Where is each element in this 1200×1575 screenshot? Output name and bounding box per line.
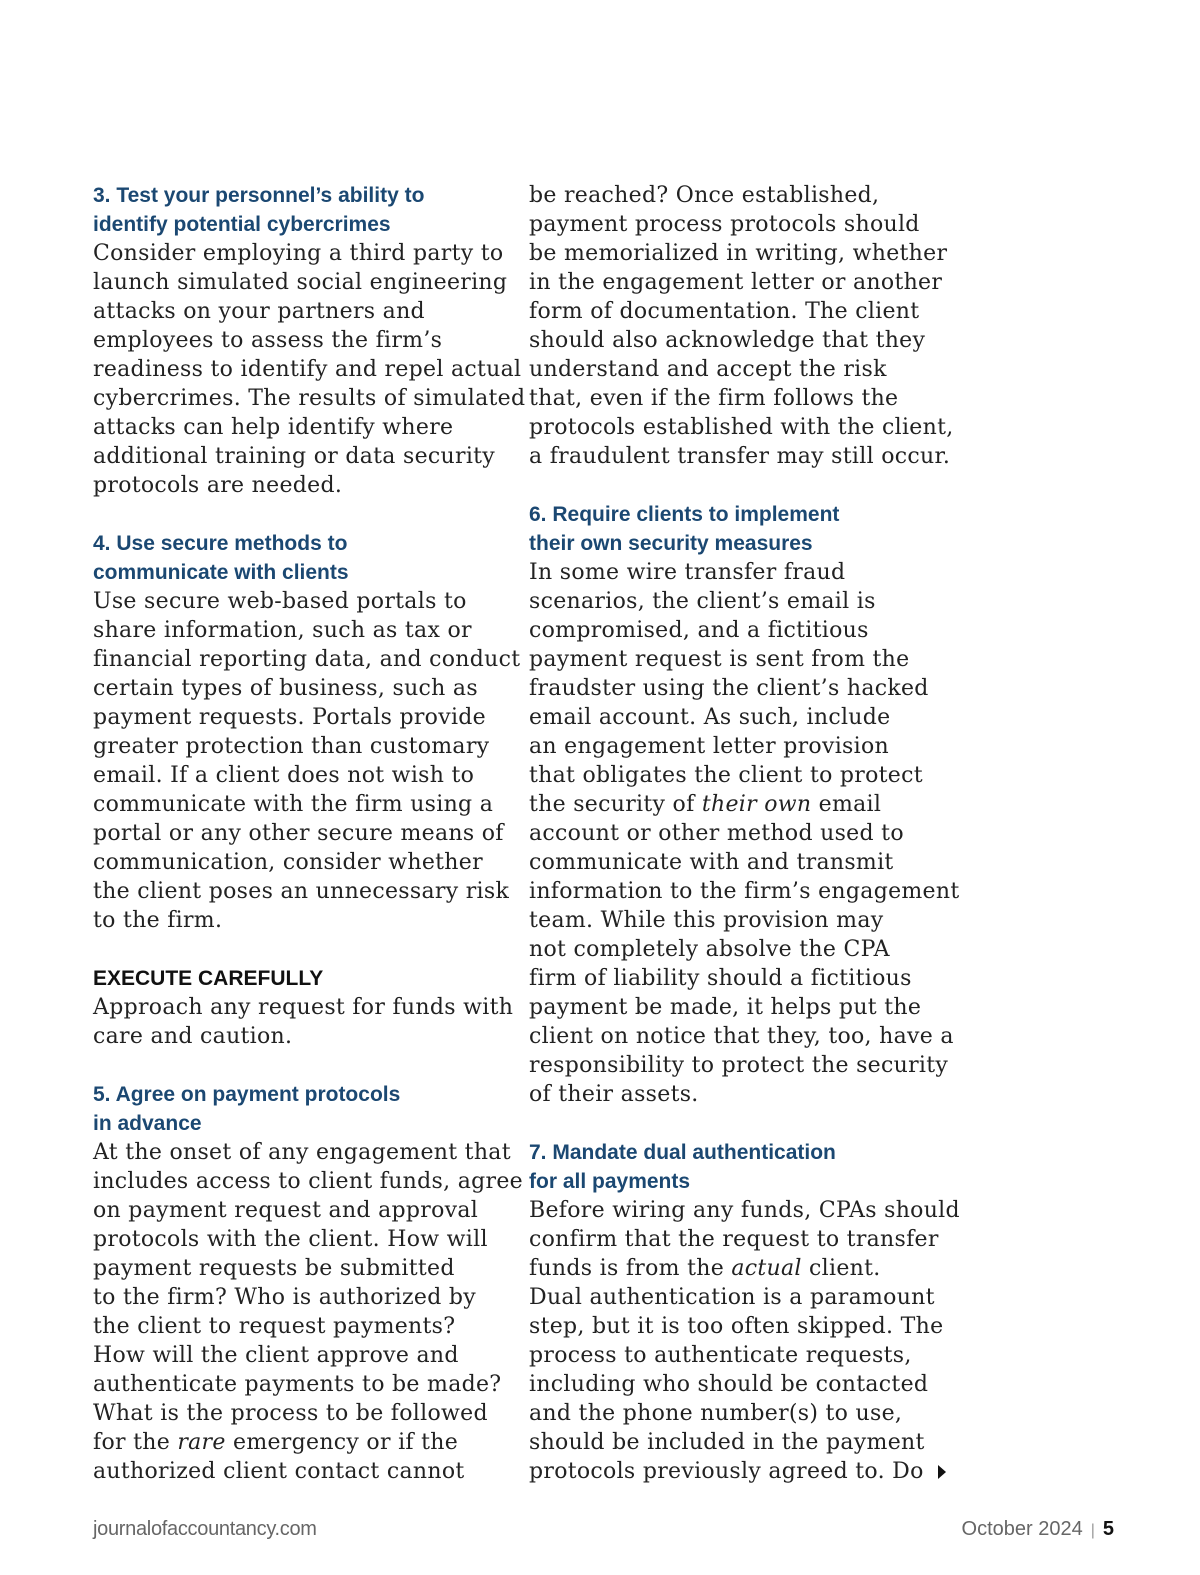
body-line: protocols previously agreed to. Do [529, 1459, 924, 1484]
body-line-actual [529, 1254, 944, 1283]
body-line: team. While this provision may [529, 908, 884, 933]
body-line: authenticate payments to be made? [93, 1372, 502, 1397]
body-line: confirm that the request to transfer [529, 1227, 939, 1252]
body-line: email account. As such, include [529, 705, 891, 730]
body-line: email. If a client does not wish to [93, 763, 475, 788]
own-post: email [811, 792, 882, 817]
execute-carefully-heading: EXECUTE CAREFULLY [93, 967, 324, 990]
section-5-heading-line-1: 5. Agree on payment protocols [93, 1083, 401, 1106]
body-line: includes access to client funds, agree [93, 1169, 523, 1194]
body-line: account or other method used to [529, 821, 904, 846]
body-line: readiness to identify and repel actual [93, 357, 522, 382]
body-line: payment requests. Portals provide [93, 705, 486, 730]
body-line: including who should be contacted [529, 1372, 929, 1397]
body-line: be memorialized in writing, whether [529, 241, 948, 266]
rare-emphasis: rare [177, 1430, 226, 1455]
body-line: process to authenticate requests, [529, 1343, 912, 1368]
body-line: on payment request and approval [93, 1198, 479, 1223]
body-line: Use secure web-based portals to [93, 589, 467, 614]
body-line: attacks can help identify where [93, 415, 454, 440]
body-line: an engagement letter provision [529, 734, 889, 759]
section-6-heading-line-1: 6. Require clients to implement [529, 503, 840, 526]
body-line: protocols are needed. [93, 473, 343, 498]
body-line: share information, such as tax or [93, 618, 472, 643]
body-line: protocols established with the client, [529, 415, 954, 440]
actual-emphasis: actual [731, 1256, 802, 1281]
body-line: understand and accept the risk [529, 357, 887, 382]
body-line: and the phone number(s) to use, [529, 1401, 903, 1426]
body-line: compromised, and a fictitious [529, 618, 869, 643]
rare-pre: for the [93, 1430, 178, 1455]
right-column [529, 181, 960, 1486]
body-line: form of documentation. The client [529, 299, 920, 324]
body-line: client on notice that they, too, have a [529, 1024, 954, 1049]
section-7-heading-line-1: 7. Mandate dual authentication [529, 1141, 836, 1164]
body-line: that obligates the client to protect [529, 763, 923, 788]
body-line: At the onset of any engagement that [93, 1140, 511, 1165]
section-7-heading-line-2: for all payments [529, 1170, 691, 1193]
footer-separator: | [1090, 1522, 1095, 1539]
body-line: employees to assess the firm’s [93, 328, 443, 353]
own-emphasis: their own [701, 792, 812, 817]
body-line: additional training or data security [93, 444, 496, 469]
body-line: to the firm? Who is authorized by [93, 1285, 476, 1310]
own-pre: the security of [529, 792, 702, 817]
body-line: fraudster using the client’s hacked [529, 676, 929, 701]
body-line: payment process protocols should [529, 212, 920, 237]
footer-url: journalofaccountancy.com [93, 1518, 317, 1540]
body-line: portal or any other secure means of [93, 821, 504, 846]
section-7 [529, 1138, 960, 1486]
body-line: responsibility to protect the security [529, 1053, 949, 1078]
section-4 [93, 529, 521, 935]
body-line: step, but it is too often skipped. The [529, 1314, 944, 1339]
body-line: a fraudulent transfer may still occur. [529, 444, 951, 469]
page-number: 5 [1102, 1518, 1114, 1540]
section-3 [93, 181, 526, 500]
body-line: Before wiring any funds, CPAs should [529, 1198, 960, 1223]
body-line: payment requests be submitted [93, 1256, 455, 1281]
section-3-heading-line-1: 3. Test your personnel’s ability to [93, 184, 425, 207]
body-line: of their assets. [529, 1082, 699, 1107]
body-line: scenarios, the client’s email is [529, 589, 876, 614]
actual-post: client. [801, 1256, 881, 1281]
body-line: Consider employing a third party to [93, 241, 504, 266]
body-line: What is the process to be followed [93, 1401, 488, 1426]
body-line: information to the firm’s engagement [529, 879, 960, 904]
body-line: protocols with the client. How will [93, 1227, 488, 1252]
actual-pre: funds is from the [529, 1256, 732, 1281]
section-3-heading-line-2: identify potential cybercrimes [93, 213, 391, 236]
body-line: communicate with and transmit [529, 850, 894, 875]
body-line: financial reporting data, and conduct [93, 647, 521, 672]
body-line: firm of liability should a fictitious [529, 966, 912, 991]
section-4-heading-line-1: 4. Use secure methods to [93, 532, 348, 555]
body-line: should be included in the payment [529, 1430, 925, 1455]
body-line: in the engagement letter or another [529, 270, 943, 295]
section-5 [93, 1080, 523, 1486]
section-5-heading-line-2: in advance [93, 1112, 202, 1135]
body-line: the client to request payments? [93, 1314, 456, 1339]
body-line: Dual authentication is a paramount [529, 1285, 935, 1310]
body-line: greater protection than customary [93, 734, 490, 759]
rare-post: emergency or if the [225, 1430, 459, 1455]
body-line: payment be made, it helps put the [529, 995, 922, 1020]
body-line: to the firm. [93, 908, 223, 933]
body-line-own [529, 790, 944, 819]
left-column [93, 181, 526, 1486]
body-line: should also acknowledge that they [529, 328, 926, 353]
right-triangle-arrow-icon [938, 1465, 946, 1479]
footer-date: October 2024 [961, 1518, 1083, 1540]
body-line: cybercrimes. The results of simulated [93, 386, 526, 411]
body-line: be reached? Once established, [529, 183, 880, 208]
section-6 [529, 500, 960, 1109]
body-line-rare [93, 1428, 513, 1457]
body-line: the client poses an unnecessary risk [93, 879, 510, 904]
body-line: communicate with the firm using a [93, 792, 494, 817]
body-line: that, even if the firm follows the [529, 386, 899, 411]
body-line: certain types of business, such as [93, 676, 478, 701]
body-line: not completely absolve the CPA [529, 937, 890, 962]
body-line: Approach any request for funds with [93, 995, 514, 1020]
body-line: payment request is sent from the [529, 647, 910, 672]
body-line: authorized client contact cannot [93, 1459, 465, 1484]
body-line: How will the client approve and [93, 1343, 459, 1368]
section-6-heading-line-2: their own security measures [529, 532, 813, 555]
body-line: care and caution. [93, 1024, 293, 1049]
footer-date-page [962, 1518, 1114, 1541]
execute-carefully-section [93, 964, 513, 1051]
body-line: launch simulated social engineering [93, 270, 508, 295]
section-5-continued [529, 181, 954, 471]
section-4-heading-line-2: communicate with clients [93, 561, 349, 584]
body-line: communication, consider whether [93, 850, 483, 875]
body-line: In some wire transfer fraud [529, 560, 846, 585]
body-line: attacks on your partners and [93, 299, 425, 324]
